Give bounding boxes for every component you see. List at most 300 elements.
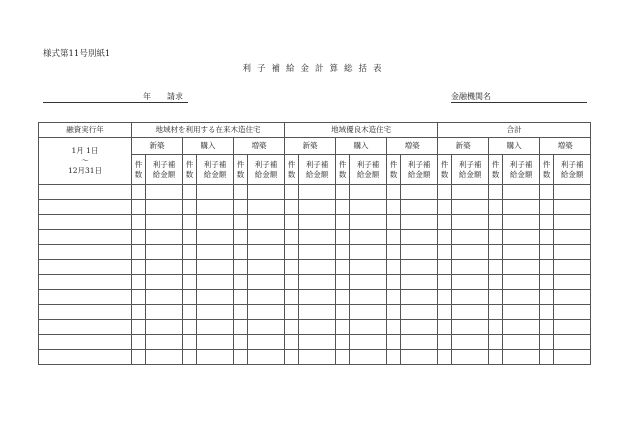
- amount-cell: [146, 200, 183, 215]
- count-cell: [234, 275, 248, 290]
- amount-cell: [350, 350, 387, 365]
- count-cell: [540, 185, 554, 200]
- amount-label-line: 給金額: [152, 169, 176, 179]
- amount-cell: [554, 290, 591, 305]
- amount-cell: [503, 260, 540, 275]
- count-cell: [387, 200, 401, 215]
- amount-label-line: 利子補: [560, 159, 584, 169]
- amount-cell: [503, 335, 540, 350]
- count-cell: [183, 350, 197, 365]
- count-cell: [336, 260, 350, 275]
- count-cell: [285, 335, 299, 350]
- amount-column-header: [401, 155, 438, 185]
- amount-cell: [401, 290, 438, 305]
- count-label-line: 件: [440, 159, 449, 169]
- amount-column-header: [554, 155, 591, 185]
- amount-label-line: 利子補: [458, 159, 482, 169]
- row-header-cell: 融資実行年: [39, 123, 132, 138]
- amount-cell: [452, 245, 489, 260]
- count-cell: [183, 260, 197, 275]
- subgroup-header: 新築: [132, 138, 183, 155]
- count-cell: [489, 245, 503, 260]
- subgroup-header: 増築: [234, 138, 285, 155]
- amount-column-header: [350, 155, 387, 185]
- count-label-line: 数: [236, 169, 245, 179]
- count-cell: [234, 335, 248, 350]
- count-cell: [285, 290, 299, 305]
- subgroup-header: 購入: [336, 138, 387, 155]
- count-cell: [183, 320, 197, 335]
- amount-cell: [197, 305, 234, 320]
- count-cell: [489, 200, 503, 215]
- amount-cell: [248, 275, 285, 290]
- amount-cell: [503, 245, 540, 260]
- amount-cell: [197, 185, 234, 200]
- count-cell: [438, 260, 452, 275]
- count-cell: [540, 305, 554, 320]
- count-cell: [234, 320, 248, 335]
- count-cell: [183, 275, 197, 290]
- count-cell: [336, 245, 350, 260]
- count-cell: [132, 350, 146, 365]
- count-cell: [387, 215, 401, 230]
- amount-cell: [350, 185, 387, 200]
- count-label-line: 件: [389, 159, 398, 169]
- table-row: [39, 275, 591, 290]
- count-cell: [438, 320, 452, 335]
- count-cell: [132, 245, 146, 260]
- count-cell: [489, 185, 503, 200]
- count-cell: [540, 245, 554, 260]
- amount-cell: [554, 185, 591, 200]
- amount-cell: [401, 275, 438, 290]
- amount-cell: [401, 335, 438, 350]
- amount-cell: [197, 245, 234, 260]
- amount-column-header: [248, 155, 285, 185]
- subgroup-header: 新築: [438, 138, 489, 155]
- bank-name-line: [451, 92, 587, 103]
- amount-label-line: 給金額: [458, 169, 482, 179]
- amount-cell: [554, 275, 591, 290]
- amount-cell: [350, 200, 387, 215]
- amount-cell: [248, 320, 285, 335]
- count-cell: [438, 185, 452, 200]
- count-cell: [285, 350, 299, 365]
- count-cell: [183, 245, 197, 260]
- period-tilde: ～: [81, 156, 89, 166]
- count-column-header: [387, 155, 401, 185]
- count-cell: [336, 350, 350, 365]
- amount-cell: [299, 245, 336, 260]
- amount-cell: [554, 215, 591, 230]
- amount-cell: [401, 245, 438, 260]
- request-line: [43, 92, 188, 103]
- count-cell: [540, 320, 554, 335]
- amount-cell: [197, 230, 234, 245]
- table-row: [39, 260, 591, 275]
- period-end: 12月31日: [67, 165, 103, 175]
- count-cell: [183, 230, 197, 245]
- amount-cell: [452, 320, 489, 335]
- count-column-header: [132, 155, 146, 185]
- table-row: [39, 290, 591, 305]
- amount-cell: [401, 200, 438, 215]
- amount-label-line: 給金額: [356, 169, 380, 179]
- table-header-row: [39, 123, 591, 138]
- year-cell: [39, 350, 132, 365]
- amount-label-line: 利子補: [305, 159, 329, 169]
- count-cell: [336, 215, 350, 230]
- amount-cell: [350, 215, 387, 230]
- count-cell: [234, 185, 248, 200]
- count-cell: [132, 230, 146, 245]
- count-label-line: 数: [440, 169, 449, 179]
- amount-cell: [554, 335, 591, 350]
- amount-label-line: 給金額: [560, 169, 584, 179]
- amount-cell: [401, 215, 438, 230]
- amount-cell: [452, 335, 489, 350]
- amount-cell: [452, 305, 489, 320]
- count-cell: [336, 275, 350, 290]
- count-cell: [234, 290, 248, 305]
- amount-cell: [197, 350, 234, 365]
- amount-cell: [554, 350, 591, 365]
- count-cell: [489, 260, 503, 275]
- amount-label-line: 利子補: [509, 159, 533, 169]
- count-cell: [183, 185, 197, 200]
- table-row: [39, 335, 591, 350]
- amount-column-header: [146, 155, 183, 185]
- table-row: [39, 200, 591, 215]
- amount-cell: [248, 335, 285, 350]
- amount-label-line: 給金額: [305, 169, 329, 179]
- amount-label-line: 給金額: [203, 169, 227, 179]
- amount-cell: [197, 275, 234, 290]
- count-cell: [387, 230, 401, 245]
- year-cell: [39, 200, 132, 215]
- count-column-header: [285, 155, 299, 185]
- period-cell: [39, 138, 132, 185]
- count-cell: [438, 200, 452, 215]
- count-column-header: [234, 155, 248, 185]
- amount-cell: [248, 245, 285, 260]
- count-cell: [132, 185, 146, 200]
- request-year-label: 年: [143, 92, 151, 101]
- amount-cell: [452, 350, 489, 365]
- amount-cell: [452, 200, 489, 215]
- count-label-line: 数: [134, 169, 143, 179]
- count-cell: [285, 245, 299, 260]
- count-column-header: [336, 155, 350, 185]
- year-cell: [39, 320, 132, 335]
- amount-cell: [146, 350, 183, 365]
- subgroup-header-row: [39, 138, 591, 155]
- amount-cell: [146, 305, 183, 320]
- amount-cell: [503, 185, 540, 200]
- amount-cell: [350, 305, 387, 320]
- amount-cell: [503, 350, 540, 365]
- count-cell: [438, 275, 452, 290]
- count-cell: [183, 305, 197, 320]
- count-cell: [387, 290, 401, 305]
- count-cell: [489, 230, 503, 245]
- table-body: [39, 123, 591, 365]
- count-cell: [540, 260, 554, 275]
- count-cell: [438, 245, 452, 260]
- count-label-line: 件: [236, 159, 245, 169]
- amount-cell: [248, 200, 285, 215]
- count-cell: [132, 335, 146, 350]
- count-cell: [285, 200, 299, 215]
- count-label-line: 件: [185, 159, 194, 169]
- amount-cell: [146, 320, 183, 335]
- count-cell: [234, 230, 248, 245]
- amount-cell: [554, 320, 591, 335]
- amount-cell: [146, 215, 183, 230]
- count-cell: [183, 215, 197, 230]
- count-cell: [336, 200, 350, 215]
- year-cell: [39, 215, 132, 230]
- table-row: [39, 230, 591, 245]
- count-label-line: 件: [491, 159, 500, 169]
- count-cell: [234, 350, 248, 365]
- count-cell: [540, 230, 554, 245]
- table-row: [39, 305, 591, 320]
- amount-cell: [146, 245, 183, 260]
- count-cell: [438, 230, 452, 245]
- count-cell: [387, 350, 401, 365]
- amount-cell: [401, 305, 438, 320]
- count-cell: [540, 290, 554, 305]
- amount-cell: [299, 260, 336, 275]
- table-row: [39, 320, 591, 335]
- count-cell: [540, 350, 554, 365]
- amount-cell: [350, 230, 387, 245]
- count-cell: [132, 290, 146, 305]
- group-header: 地域優良木造住宅: [285, 123, 438, 138]
- count-cell: [336, 185, 350, 200]
- count-cell: [438, 305, 452, 320]
- count-cell: [387, 275, 401, 290]
- amount-cell: [146, 290, 183, 305]
- form-number: 様式第11号別紙1: [43, 49, 111, 59]
- year-cell: [39, 230, 132, 245]
- amount-cell: [503, 305, 540, 320]
- amount-label-line: 利子補: [356, 159, 380, 169]
- amount-cell: [299, 215, 336, 230]
- amount-cell: [554, 200, 591, 215]
- count-cell: [234, 305, 248, 320]
- group-header: 合計: [438, 123, 591, 138]
- amount-cell: [503, 230, 540, 245]
- amount-cell: [146, 230, 183, 245]
- amount-cell: [554, 305, 591, 320]
- amount-label-line: 給金額: [407, 169, 431, 179]
- year-cell: [39, 305, 132, 320]
- year-cell: [39, 335, 132, 350]
- subgroup-header: 増築: [387, 138, 438, 155]
- amount-cell: [299, 200, 336, 215]
- count-cell: [336, 290, 350, 305]
- amount-label-line: 給金額: [254, 169, 278, 179]
- amount-cell: [197, 260, 234, 275]
- count-cell: [489, 350, 503, 365]
- table-row: [39, 245, 591, 260]
- count-label-line: 数: [491, 169, 500, 179]
- amount-cell: [299, 320, 336, 335]
- count-cell: [489, 305, 503, 320]
- amount-label-line: 利子補: [254, 159, 278, 169]
- amount-label-line: 利子補: [203, 159, 227, 169]
- count-cell: [336, 305, 350, 320]
- amount-cell: [350, 260, 387, 275]
- count-cell: [234, 260, 248, 275]
- count-cell: [336, 335, 350, 350]
- count-column-header: [540, 155, 554, 185]
- amount-cell: [197, 335, 234, 350]
- amount-cell: [503, 200, 540, 215]
- amount-cell: [248, 230, 285, 245]
- count-cell: [540, 200, 554, 215]
- count-cell: [285, 305, 299, 320]
- amount-cell: [248, 185, 285, 200]
- amount-cell: [299, 335, 336, 350]
- amount-cell: [197, 215, 234, 230]
- count-cell: [438, 215, 452, 230]
- amount-cell: [452, 290, 489, 305]
- group-header: 地域材を利用する在来木造住宅: [132, 123, 285, 138]
- count-cell: [132, 320, 146, 335]
- amount-label-line: 利子補: [152, 159, 176, 169]
- amount-cell: [554, 245, 591, 260]
- year-cell: [39, 260, 132, 275]
- amount-cell: [452, 260, 489, 275]
- amount-column-header: [299, 155, 336, 185]
- count-cell: [438, 290, 452, 305]
- amount-column-header: [452, 155, 489, 185]
- count-cell: [387, 335, 401, 350]
- amount-cell: [554, 260, 591, 275]
- amount-label-line: 利子補: [407, 159, 431, 169]
- amount-cell: [197, 200, 234, 215]
- amount-cell: [452, 275, 489, 290]
- count-cell: [438, 335, 452, 350]
- count-label-line: 件: [287, 159, 296, 169]
- year-cell: [39, 245, 132, 260]
- count-label-line: 件: [134, 159, 143, 169]
- count-cell: [336, 320, 350, 335]
- count-label-line: 件: [542, 159, 551, 169]
- subgroup-header: 新築: [285, 138, 336, 155]
- amount-cell: [350, 275, 387, 290]
- count-cell: [540, 275, 554, 290]
- amount-cell: [452, 230, 489, 245]
- count-label-line: 数: [185, 169, 194, 179]
- amount-cell: [401, 185, 438, 200]
- amount-cell: [452, 185, 489, 200]
- count-cell: [387, 185, 401, 200]
- count-cell: [132, 275, 146, 290]
- table-row: [39, 350, 591, 365]
- count-cell: [540, 335, 554, 350]
- count-cell: [489, 215, 503, 230]
- count-label-line: 数: [338, 169, 347, 179]
- amount-cell: [146, 260, 183, 275]
- count-column-header: [438, 155, 452, 185]
- count-label-line: 数: [542, 169, 551, 179]
- page-title: 利子補給金計算総括表: [242, 64, 388, 74]
- amount-cell: [554, 230, 591, 245]
- amount-cell: [503, 290, 540, 305]
- subgroup-header: 購入: [489, 138, 540, 155]
- amount-cell: [146, 335, 183, 350]
- count-cell: [489, 320, 503, 335]
- amount-cell: [401, 230, 438, 245]
- count-cell: [489, 335, 503, 350]
- amount-column-header: [503, 155, 540, 185]
- amount-cell: [350, 320, 387, 335]
- amount-cell: [401, 320, 438, 335]
- amount-cell: [299, 290, 336, 305]
- bank-name-label: 金融機関名: [451, 92, 491, 101]
- subgroup-header: 増築: [540, 138, 591, 155]
- count-cell: [132, 215, 146, 230]
- count-cell: [234, 245, 248, 260]
- subgroup-header: 購入: [183, 138, 234, 155]
- year-cell: [39, 275, 132, 290]
- count-cell: [387, 320, 401, 335]
- amount-cell: [350, 245, 387, 260]
- count-cell: [336, 230, 350, 245]
- count-cell: [234, 215, 248, 230]
- count-cell: [183, 290, 197, 305]
- amount-cell: [299, 185, 336, 200]
- amount-cell: [197, 320, 234, 335]
- amount-cell: [248, 305, 285, 320]
- amount-cell: [503, 215, 540, 230]
- request-label: 請求: [167, 92, 183, 101]
- count-cell: [132, 305, 146, 320]
- table-row: [39, 215, 591, 230]
- count-label-line: 数: [287, 169, 296, 179]
- amount-label-line: 給金額: [509, 169, 533, 179]
- amount-cell: [350, 290, 387, 305]
- amount-cell: [248, 260, 285, 275]
- year-cell: [39, 185, 132, 200]
- count-cell: [285, 275, 299, 290]
- count-label-line: 数: [389, 169, 398, 179]
- amount-cell: [452, 215, 489, 230]
- count-cell: [183, 200, 197, 215]
- amount-cell: [503, 275, 540, 290]
- amount-cell: [146, 275, 183, 290]
- count-cell: [387, 260, 401, 275]
- amount-cell: [248, 215, 285, 230]
- amount-cell: [248, 290, 285, 305]
- count-column-header: [489, 155, 503, 185]
- table-row: [39, 185, 591, 200]
- count-cell: [489, 290, 503, 305]
- count-cell: [285, 215, 299, 230]
- count-cell: [438, 350, 452, 365]
- amount-cell: [248, 350, 285, 365]
- count-cell: [387, 305, 401, 320]
- amount-cell: [197, 290, 234, 305]
- amount-cell: [146, 185, 183, 200]
- amount-cell: [299, 230, 336, 245]
- amount-cell: [299, 305, 336, 320]
- period-start: 1月 1日: [71, 146, 99, 156]
